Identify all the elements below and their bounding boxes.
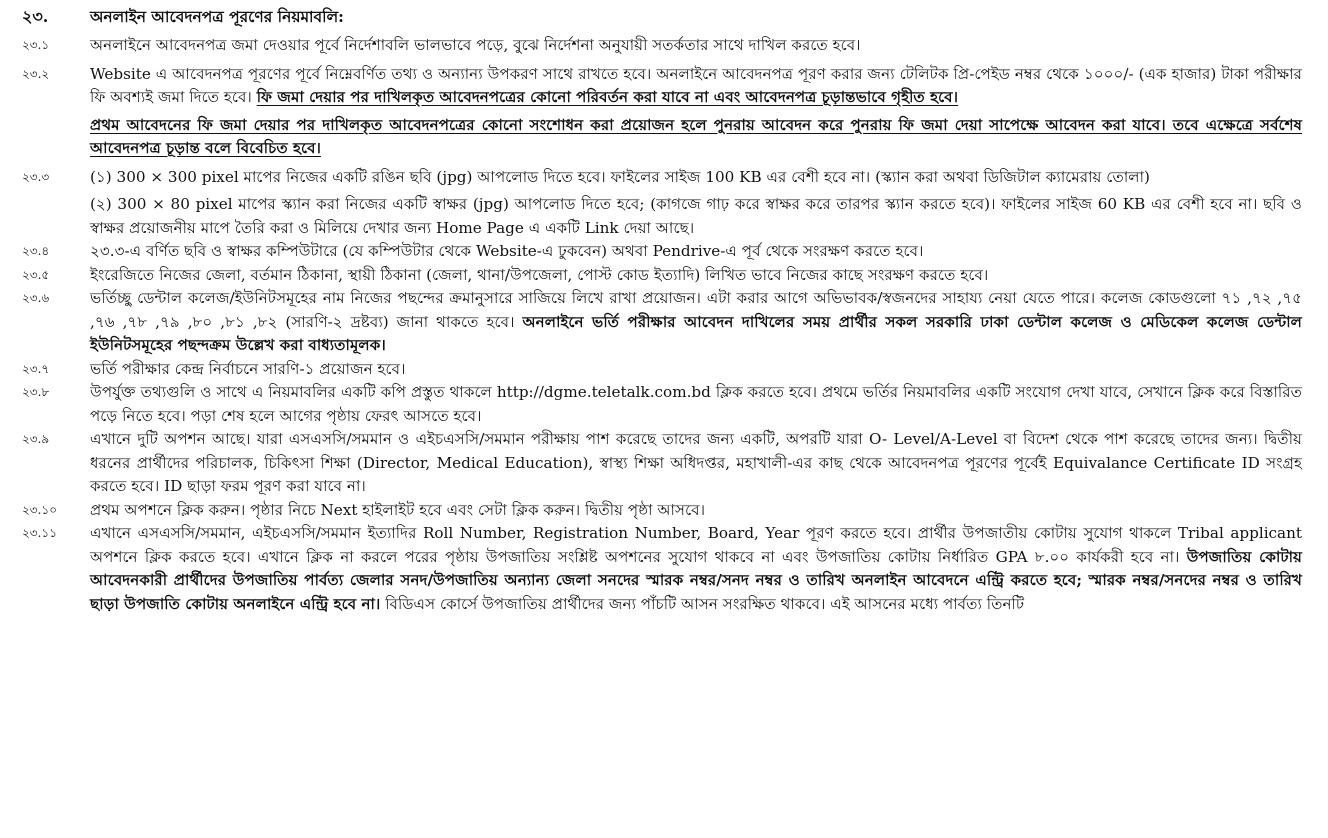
rule-item-23-9 [22,428,1302,499]
rule-text: উপর্যুক্ত তথ্যগুলি ও সাথে এ নিয়মাবলির একটি কপি প্রস্তুত থাকলে http://dgme.teletalk.com.bd ক্লিক করতে হবে। প্রথমে ভর্তির নিয়মাবলির একটি সংযোগ দেখা যাবে, সেখানে ক্লিক করে বিস্তারিত পড়ে নিতে হবে। পড়া শেষ হলে আগের পৃষ্ঠায় ফেরৎ আসতে হবে। [90,383,1302,425]
rule-number: ২৩.৩ [22,169,50,184]
rule-text-plain: ভর্তিচ্ছু ডেন্টাল কলেজ/ইউনিটসমূহের নাম নিজের পছন্দের ক্রমানুসারে সাজিয়ে লিখে রাখা প্রয়োজন। এটা করার আগে অভিভাবক/স্বজনদের সাহায্য নেয়া যেতে পারে। কলেজ কোডগুলো ৭১ ,৭২ ,৭৫ ,৭৬ ,৭৮ ,৭৯ ,৮০ ,৮১ ,৮২ (সারণি-২ দ্রষ্টব্য) জানা থাকতে হবে। [90,289,1302,331]
rule-number: ২৩.১০ [22,502,58,517]
rule-item-23-2 [22,63,1302,161]
section-title: অনলাইন আবেদনপত্র পূরণের নিয়মাবলি: [90,7,344,26]
rule-text [90,522,1302,616]
rule-text-tail: বিডিএস কোর্সে উপজাতিয় প্রার্থীদের জন্য পাঁচটি আসন সংরক্ষিত থাকবে। এই আসনের মধ্যে পার্বত্য তিনটি [385,594,1025,613]
rule-text-plain: এখানে এসএসসি/সমমান, এইচএসসি/সমমান ইত্যাদির Roll Number, Registration Number, Board, Year পূরণ করতে হবে। প্রার্থীর উপজাতীয় কোটায় সুযোগ থাকলে Tribal applicant অপশনে ক্লিক করতে হবে। এখানে ক্লিক না করলে পরের পৃষ্ঠায় উপজাতিয় সংশ্লিষ্ট অপশনের সুযোগ থাকবে না এবং উপজাতিয় কোটায় নির্ধারিত GPA ৮.০০ কার্যকরী হবে না। [90,524,1302,566]
rule-text: এখানে দুটি অপশন আছে। যারা এসএসসি/সমমান ও এইচএসসি/সমমান পরীক্ষায় পাশ করেছে তাদের জন্য একটি, অপরটি যারা O- Level/A-Level বা বিদেশ থেকে পাশ করেছে তাদের জন্য। দ্বিতীয় ধরনের প্রার্থীদের পরিচালক, চিকিৎসা শিক্ষা (Director, Medical Education), স্বাস্থ্য শিক্ষা অধিদপ্তর, মহাখালী-এর কাছ থেকে আবেদনপত্র পূরণের পূর্বেই Equivalance Certificate ID সংগ্রহ করতে হবে। ID ছাড়া ফরম পূরণ করা যাবে না। [90,430,1302,495]
rule-number: ২৩.৭ [22,361,50,376]
rule-item-23-7 [22,358,1302,382]
rule-text: ইংরেজিতে নিজের জেলা, বর্তমান ঠিকানা, স্থায়ী ঠিকানা (জেলা, থানা/উপজেলা, পোস্ট কোড ইত্যাদি) লিখিত ভাবে নিজের কাছে সংরক্ষণ করতে হবে। [90,265,989,284]
rule-text [90,63,1302,110]
rule-item-23-6 [22,287,1302,358]
rule-text-plain: Website এ আবেদনপত্র পূরণের পূর্বে নিম্নেবর্ণিত তথ্য ও অন্যান্য উপকরণ সাথে রাখতে হবে। অনলাইনে আবেদনপত্র পূরণ করার জন্য টেলিটক প্রি-পেইড নম্বর থেকে ১০০০/- (এক হাজার) টাকা পরীক্ষার ফি অবশ্যই জমা দিতে হবে। [90,64,1302,106]
rule-number: ২৩.৪ [22,244,50,258]
rule-item-23-11 [22,522,1302,616]
rule-item-23-5 [22,264,1302,288]
rule-emphasis: উপজাতিয় কোটায় আবেদনকারী প্রার্থীদের উপজাতিয় পার্বত্য জেলার সনদ/উপজাতিয় অন্যান্য জেলা সনদের স্মারক নম্বর/সনদ নম্বর ও তারিখ অনলাইন আবেদনে এন্ট্রি করতে হবে; স্মারক নম্বর/সনদের নম্বর ও তারিখ ছাড়া উপজাতি কোটায় অনলাইনে এন্ট্রি হবে না। [90,547,1303,613]
rule-item-23-8 [22,381,1302,428]
rule-item-23-4 [22,240,1302,264]
section-heading [22,4,1302,34]
rule-text-signature: (২) 300 × 80 pixel মাপের স্ক্যান করা নিজের একটি স্বাক্ষর (jpg) আপলোড দিতে হবে; (কাগজে গাঢ় করে স্বাক্ষর করে তারপর স্ক্যান করতে হবে)। ফাইলের সাইজ 60 KB এর বেশী হবে না। ছবি ও স্বাক্ষর প্রয়োজনীয় মাপে তৈরি করা ও মিলিয়ে দেখার জন্য Home Page এ একটি Link দেয়া আছে। [90,195,1302,237]
rule-emphasis: ফি জমা দেয়ার পর দাখিলকৃত আবেদনপত্রের কোনো পরিবর্তন করা যাবে না এবং আবেদনপত্র চূড়ান্তভাবে গৃহীত হবে। [256,88,959,106]
rule-number: ২৩.২ [22,66,50,81]
rule-item-23-3 [22,166,1302,241]
rule-text [90,287,1302,358]
rule-text: ভর্তি পরীক্ষার কেন্দ্র নির্বাচনে সারণি-১ প্রয়োজন হবে। [90,359,406,378]
rule-number: ২৩.৯ [22,432,50,446]
rule-number: ২৩.৫ [22,267,50,282]
rule-number: ২৩.৬ [22,291,50,305]
rule-item-23-10 [22,499,1302,523]
rule-text: অনলাইনে আবেদনপত্র জমা দেওয়ার পূর্বে নির্দেশাবলি ভালভাবে পড়ে, বুঝে নির্দেশনা অনুযায়ী সতর্কতার সাথে দাখিল করতে হবে। [90,36,861,54]
rule-note: প্রথম আবেদনের ফি জমা দেয়ার পর দাখিলকৃত আবেদনপত্রের কোনো সংশোধন করা প্রয়োজন হলে পুনরায় আবেদন করে পুনরায় ফি জমা দেয়া সাপেক্ষে আবেদন করা যাবে। তবে এক্ষেত্রে সর্বশেষ আবেদনপত্র চূড়ান্ত বলে বিবেচিত হবে। [90,115,1302,157]
section-number: ২৩. [22,7,49,26]
rule-text: ২৩.৩-এ বর্ণিত ছবি ও স্বাক্ষর কম্পিউটারে (যে কম্পিউটার থেকে Website-এ ঢুকবেন) অথবা Pendrive-এ পূর্ব থেকে সংরক্ষণ করতে হবে। [90,242,924,260]
rule-text: প্রথম অপশনে ক্লিক করুন। পৃষ্ঠার নিচে Next হাইলাইট হবে এবং সেটা ক্লিক করুন। দ্বিতীয় পৃষ্ঠা আসবে। [90,500,706,519]
rule-number: ২৩.১ [22,38,50,52]
rule-number: ২৩.১১ [22,526,57,540]
rule-text-photo: (১) 300 × 300 pixel মাপের নিজের একটি রঙিন ছবি (jpg) আপলোড দিতে হবে। ফাইলের সাইজ 100 KB এর বেশী হবে না। (স্ক্যান করা অথবা ডিজিটাল ক্যামেরায় তোলা) [90,167,1150,186]
rule-item-23-1 [22,34,1302,58]
rule-emphasis: অনলাইনে ভর্তি পরীক্ষার আবেদন দাখিলের সময় প্রার্থীর সকল সরকারি ঢাকা ডেন্টাল কলেজ ও মেডিকেল কলেজ ডেন্টাল ইউনিটসমূহের পছন্দক্রম উল্লেখ করা বাধ্যতামূলক। [90,312,1302,354]
rule-number: ২৩.৮ [22,385,50,399]
